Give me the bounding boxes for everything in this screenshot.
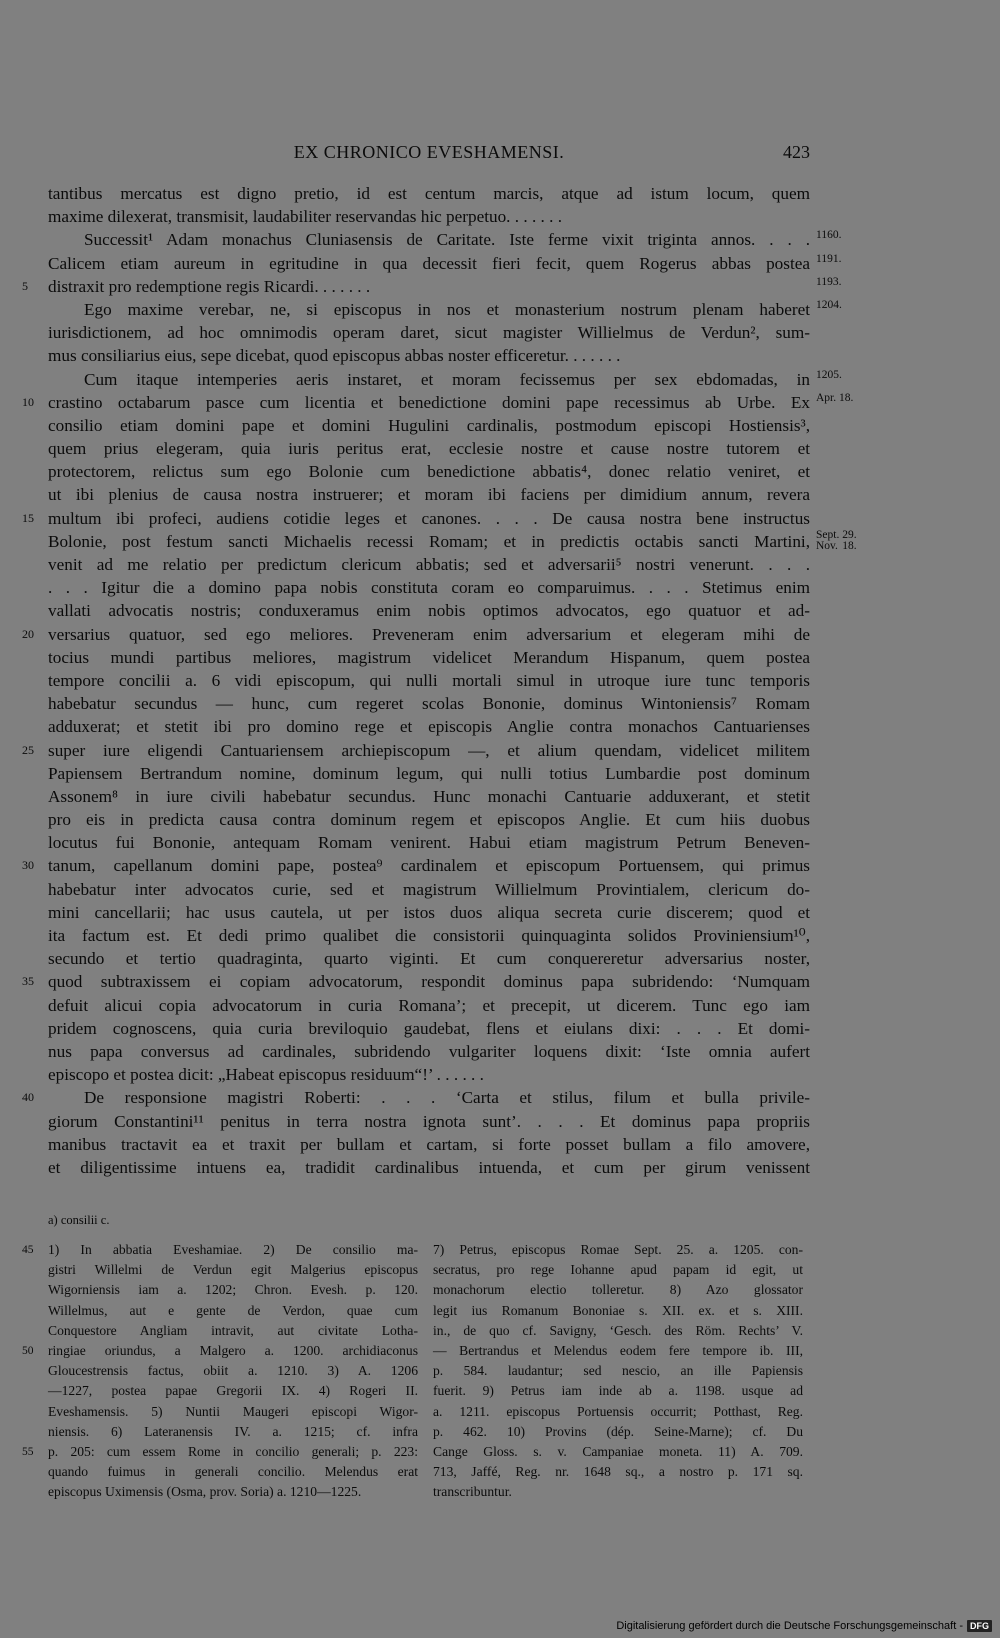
text-line-content: maxime dilexerat, transmisit, laudabiliter reservandas hic perpetuo. . . . . . .: [48, 207, 563, 227]
main-text: [22, 182, 857, 1179]
footnote-line: [48, 1361, 418, 1381]
footnote-line: [433, 1442, 803, 1462]
line-number: 10: [22, 394, 34, 409]
text-line: [48, 1017, 810, 1040]
margin-date-text: 1205.: [816, 368, 842, 381]
footnote-line-content: Eveshamensis. 5) Nuntii Maugeri episcopi Wigor-: [48, 1403, 418, 1419]
margin-date-text: 1191.: [816, 252, 842, 265]
footnotes-left-column: [22, 1240, 418, 1502]
text-line: [48, 576, 810, 599]
text-line-content: pro eis in predicta causa contra dominum regem et episcopos Anglie. Et cum hiis duobus: [48, 810, 810, 830]
text-line-content: et diligentissime intuens ea, tradidit cardinalibus intuenda, et cum per girum venissent: [48, 1157, 810, 1177]
text-line-content: Successit¹ Adam monachus Cluniasensis de Caritate. Iste ferme vixit triginta annos. . . .: [84, 230, 810, 250]
text-line: [48, 205, 810, 228]
footnote-line: [48, 1260, 418, 1280]
text-line-content: Papiensem Bertrandum nomine, dominum legum, qui nulli totius Lumbardie post dominum: [48, 763, 810, 783]
footnote-line: [22, 1240, 418, 1260]
text-line-content: pridem cognoscens, quia curia breviloquio gaudebat, flens et eiulans dixi: . . . Et domi-: [48, 1018, 810, 1038]
text-line: [48, 878, 810, 901]
footnote-line: [22, 1341, 418, 1361]
text-line: [48, 1040, 810, 1063]
footnote-line-content: Gloucestrensis factus, obiit a. 1210. 3) A. 1206: [48, 1363, 418, 1379]
footnote-line-content: a. 1211. episcopus Portuensis occurrit; Potthast, Reg.: [433, 1403, 803, 1419]
text-line: [48, 414, 810, 437]
footnote-line-content: transcribuntur.: [433, 1484, 512, 1500]
dfg-logo-icon: DFG: [967, 1620, 992, 1632]
footer-credit: Digitalisierung gefördert durch die Deutsche Forschungsgemeinschaft -: [616, 1620, 963, 1632]
footnote-line: [433, 1462, 803, 1482]
text-line: [48, 785, 810, 808]
footnote-line: [433, 1280, 803, 1300]
margin-date: [816, 370, 842, 381]
line-number: 15: [22, 510, 34, 525]
footnote-line-content: secratus, pro rege Iohanne apud papam id egit, ut: [433, 1262, 803, 1278]
text-line-content: quem prius elegeram, quia iuris peritus erat, ecclesie nostre et cause nostre tutorem et: [48, 439, 810, 459]
text-line-content: distraxit pro redemptione regis Ricardi. . . . . . .: [48, 276, 371, 296]
page-header: [48, 142, 810, 164]
footnote-line-content: monachorum electio tolleretur. 8) Azo glossator: [433, 1282, 803, 1298]
line-number: 25: [22, 742, 34, 757]
line-number: 40: [22, 1090, 34, 1105]
footnote-line: [433, 1240, 803, 1260]
text-line: [48, 692, 810, 715]
text-line: [48, 831, 810, 854]
text-line: [22, 739, 810, 762]
text-line-content: nus papa conversus ad cardinales, subridendo vulgariter loquens dixit: ‘Iste omnia aufert: [48, 1041, 810, 1061]
text-line-content: episcopo et postea dicit: „Habeat episcopus residuum“!’ . . . . . .: [48, 1065, 484, 1085]
text-line: [48, 924, 810, 947]
text-line: [48, 762, 810, 785]
text-line: [48, 808, 810, 831]
footnote-line-content: 7) Petrus, episcopus Romae Sept. 25. a. 1205. con-: [433, 1242, 803, 1257]
footnote-line-content: episcopus Uximensis (Osma, prov. Soria) a. 1210—1225.: [48, 1484, 362, 1500]
text-line-content: Calicem etiam aureum in egritudine in qua decessit fieri fecit, quem Rogerus abbas postea: [48, 253, 810, 273]
footnote-line: [433, 1260, 803, 1280]
text-line: [48, 901, 810, 924]
footnote-line: [433, 1402, 803, 1422]
footnote-line: [48, 1301, 418, 1321]
text-line-content: habebatur secundus — hunc, cum regeret scolas Bononie, dominus Wintoniensis⁷ Romam: [48, 694, 810, 714]
text-line: [48, 715, 810, 738]
footnote-line: [48, 1381, 418, 1401]
footnote-line: [433, 1422, 803, 1442]
text-line: [48, 298, 842, 321]
text-line: [22, 623, 810, 646]
text-line: [48, 483, 810, 506]
text-line-content: locutus fui Bononie, antequam Romam venirent. Habui etiam magistrum Petrum Beneven-: [48, 833, 810, 853]
footnote-line-content: niensis. 6) Lateranensis IV. a. 1215; cf. infra: [48, 1423, 418, 1439]
footnote-line-content: Wigorniensis iam a. 1202; Chron. Evesh. p. 120.: [48, 1282, 418, 1298]
footnote-line-content: Conquestore Angliam intravit, aut civitate Lotha-: [48, 1322, 418, 1338]
footnote-line-content: —1227, postea papae Gregorii IX. 4) Rogeri II.: [48, 1383, 418, 1399]
text-line: [48, 1063, 810, 1086]
line-number: 5: [22, 278, 28, 293]
margin-date-text: Sept. 29.: [816, 528, 857, 541]
line-number: 45: [22, 1244, 34, 1256]
text-line: [48, 321, 810, 344]
footnote-line: [48, 1462, 418, 1482]
footnote-line-content: quando fuimus in generali concilio. Melendus erat: [48, 1464, 418, 1480]
footer: [616, 1620, 992, 1632]
text-line: [48, 437, 810, 460]
footnote-line: [22, 1442, 418, 1462]
text-line-content: Ego maxime verebar, ne, si episcopus in nos et monasterium nostrum plenam haberet: [84, 299, 810, 319]
text-line-content: protectorem, relictus sum ego Bolonie cum benedictione abbatis⁴, donec relatio veniret, et: [48, 462, 810, 482]
footnote-line: [433, 1321, 803, 1341]
footnote-line: [48, 1422, 418, 1442]
text-line-content: versarius quatuor, sed ego meliores. Preveneram enim adversarium et elegeram mihi de: [48, 624, 810, 644]
line-number: 50: [22, 1344, 34, 1357]
margin-date: [816, 277, 841, 288]
footnote-line-content: 1) In abbatia Eveshamiae. 2) De consilio ma-: [48, 1242, 418, 1257]
text-line: [48, 599, 810, 622]
page-number: 423: [783, 142, 810, 162]
footnotes: [22, 1240, 810, 1500]
footnote-line-content: Cange Gloss. s. v. Campaniae moneta. 11) A. 709.: [433, 1443, 803, 1459]
footnote-line-content: ringiae oriundus, a Malgero a. 1200. archidiaconus: [48, 1342, 418, 1358]
text-line: [48, 368, 842, 391]
text-line-content: multum ibi profeci, audiens cotidie leges et canones. . . . De causa nostra bene instructus: [48, 508, 810, 528]
margin-date: [816, 254, 841, 265]
margin-date: [816, 300, 842, 311]
line-number: 35: [22, 974, 34, 989]
text-line: [22, 1086, 810, 1109]
text-line: [48, 228, 842, 251]
text-line-content: quod subtraxissem ei copiam advocatorum, respondit dominus papa subridendo: ‘Numquam: [48, 972, 810, 992]
margin-date-text: 1160.: [816, 229, 842, 242]
text-line: [22, 970, 810, 993]
footnotes-right-column: [433, 1240, 803, 1502]
text-line-content: manibus tractavit ea et traxit per bullam et cartam, si forte posset bullam a filo amovere,: [48, 1134, 810, 1154]
footnote-line: [433, 1301, 803, 1321]
footnote-line: [433, 1361, 803, 1381]
footnote-line-content: gistri Willelmi de Verdun egit Malgerius episcopus: [48, 1262, 418, 1278]
critical-apparatus: a) consilii c.: [48, 1213, 110, 1227]
text-line: [22, 391, 854, 414]
margin-date: [816, 530, 857, 552]
text-line-content: iurisdictionem, ad hoc omnimodis operam daret, sicut magister Willielmus de Verdun², sum-: [48, 323, 810, 343]
margin-date-text: 1193.: [816, 275, 842, 288]
margin-date-text: Apr. 18.: [816, 391, 854, 404]
text-line-content: vallati advocatis nostris; conduxeramus enim nobis optimos advocatos, ego quatuor et ad-: [48, 601, 810, 621]
running-head: EX CHRONICO EVESHAMENSI.: [293, 142, 565, 162]
text-line-content: Cum itaque intemperies aeris instaret, et moram fecissemus per sex ebdomadas, in: [84, 369, 810, 389]
text-line: [22, 275, 842, 298]
footnote-line-content: p. 584. laudantur; sed nescio, an ille Papiensis: [433, 1363, 803, 1379]
text-line-content: tempore concilii a. 6 vidi episcopum, qui nulli mortali simul in utroque iure tunc temporis: [48, 670, 810, 690]
line-number: 20: [22, 626, 34, 641]
text-line-content: secundo et tertio quadraginta, quarto viginti. Et cum conquereretur adversarius noster,: [48, 949, 810, 969]
text-line: [22, 507, 810, 530]
text-line-content: . . . Igitur die a domino papa nobis constituta coram eo comparuimus. . . . Stetimus enim: [48, 578, 810, 598]
footnote-line-content: in., de quo cf. Savigny, ‘Gesch. des Röm. Rechts’ V.: [433, 1322, 803, 1338]
footnote-line: [433, 1381, 803, 1401]
footnote-line: [433, 1482, 803, 1502]
text-line-content: De responsione magistri Roberti: . . . ‘Carta et stilus, filum et bulla privile-: [84, 1088, 810, 1108]
line-number: 30: [22, 858, 34, 873]
text-line: [48, 553, 810, 576]
text-line: [22, 854, 810, 877]
text-line-content: defuit alicui copia advocatorum in curia Romana’; et precepit, ut dicerem. Tunc ego iam: [48, 995, 810, 1015]
text-line-content: crastino octabarum pasce cum licentia et benedictione domini pape recessimus ab Urbe. Ex: [48, 392, 810, 412]
text-line-content: Assonem⁸ in iure civili habebatur secundus. Hunc monachi Cantuarie adduxerant, et stetit: [48, 786, 810, 806]
footnote-line: [48, 1402, 418, 1422]
line-number: 55: [22, 1445, 34, 1458]
footnote-line: [48, 1321, 418, 1341]
text-line: [48, 252, 842, 275]
footnote-line-content: legit ius Romanum Bononiae s. XII. ex. et s. XIII.: [433, 1302, 803, 1318]
footnote-line-content: p. 205: cum essem Rome in concilio generali; p. 223:: [48, 1443, 418, 1459]
text-line: [48, 947, 810, 970]
footnote-line-content: Willelmus, aut e gente de Verdon, quae cum: [48, 1302, 418, 1318]
text-line-content: ut ibi plenius de causa nostra instruerer; et moram ibi faciens per dimidium annum, revera: [48, 485, 810, 505]
footnote-line-content: p. 462. 10) Provins (dép. Seine-Marne); cf. Du: [433, 1423, 803, 1439]
text-line: [48, 182, 810, 205]
margin-date: [816, 230, 841, 241]
text-line-content: ita factum est. Et dedi primo qualibet die consistorii quinquaginta solidos Proviniensium¹⁰,: [48, 926, 810, 945]
text-line: [48, 994, 810, 1017]
footnote-line: [48, 1280, 418, 1300]
text-line-content: mus consiliarius eius, sepe dicebat, quod episcopus abbas noster efficeretur. . . . . . .: [48, 346, 621, 366]
text-line-content: consilio etiam domini pape et domini Hugulini cardinalis, postmodum episcopi Hostiensis³,: [48, 415, 810, 435]
text-line: [48, 1156, 810, 1179]
margin-date-text: 1204.: [816, 298, 842, 311]
text-line-content: tocius mundi partibus meliores, magistrum videlicet Merandum Hispanum, quem postea: [48, 647, 810, 667]
margin-date-text: Nov. 18.: [816, 539, 857, 552]
footnote-line-content: fuerit. 9) Petrus iam inde ab a. 1198. usque ad: [433, 1383, 803, 1399]
text-line-content: adduxerat; et stetit ibi pro domino rege et episcopis Anglie contra monachos Cantuarienses: [48, 717, 810, 737]
footnote-line: [48, 1482, 418, 1502]
footnote-line-content: 713, Jaffé, Reg. nr. 1648 sq., a nostro p. 171 sq.: [433, 1464, 803, 1480]
text-line: [48, 344, 810, 367]
footnote-line-content: — Bertrandus et Melendus eodem fere tempore ib. III,: [433, 1342, 803, 1358]
text-line-content: habebatur inter advocatos curie, sed et magistrum Willielmum Provintialem, clericum do-: [48, 879, 810, 899]
text-line-content: venit ad me relatio per predictum clericum abbatis; sed et adversarii⁵ nostri venerunt. . . .: [48, 555, 810, 574]
margin-date: [816, 393, 853, 404]
text-line-content: mini cancellarii; hac usus cautela, ut per istos duos aliqua secreta curie discerem; quod et: [48, 902, 810, 922]
text-line: [48, 1110, 810, 1133]
text-line: [48, 528, 857, 553]
footnote-line: [433, 1341, 803, 1361]
text-line: [48, 669, 810, 692]
text-line: [48, 1133, 810, 1156]
text-line: [48, 646, 810, 669]
text-line-content: Bolonie, post festum sancti Michaelis recessi Romam; et in predictis octabis sancti Martini,: [48, 531, 810, 551]
text-line-content: tanum, capellanum domini pape, postea⁹ cardinalem et episcopum Portuensem, qui primus: [48, 856, 810, 876]
text-line-content: tantibus mercatus est digno pretio, id est centum marcis, atque ad istum locum, quem: [48, 184, 810, 203]
text-line-content: giorum Constantini¹¹ penitus in terra nostra ignota sunt’. . . . Et dominus papa propriis: [48, 1111, 810, 1131]
text-line-content: super iure eligendi Cantuariensem archiepiscopum —, et alium quendam, videlicet militem: [48, 740, 810, 760]
text-line: [48, 460, 810, 483]
